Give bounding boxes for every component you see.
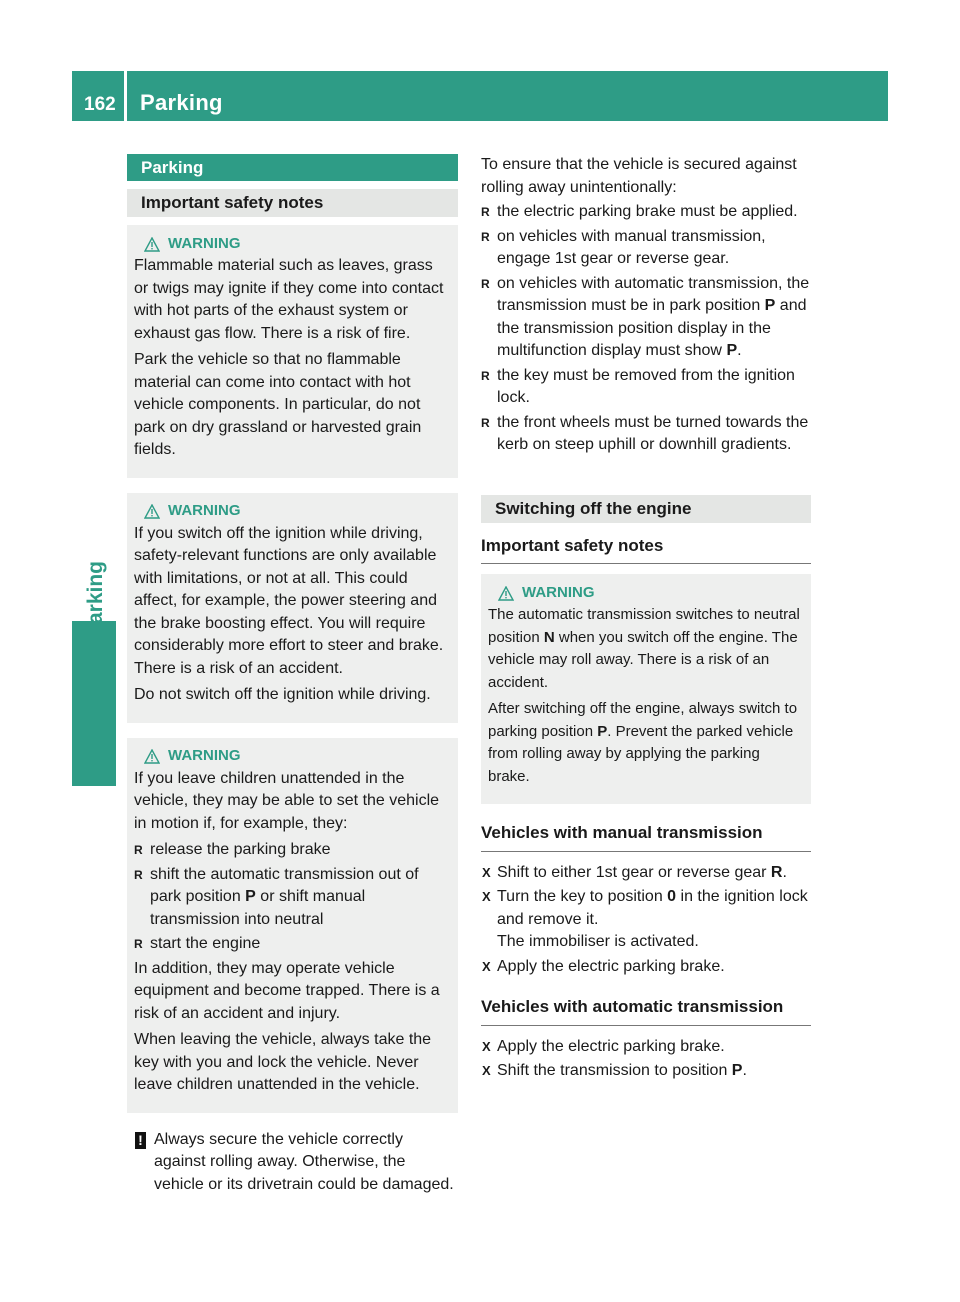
note <box>127 1129 458 1197</box>
warning-box <box>127 493 458 723</box>
list-item: R start the engine <box>134 933 450 956</box>
list-item: R shift the automatic transmission out of park position P or shift manual transmission into neutral <box>134 865 419 928</box>
left-column <box>127 154 458 1196</box>
page-header <box>72 71 888 121</box>
subsection-title: Vehicles with manual transmission <box>481 818 811 852</box>
warning-label: WARNING <box>168 747 241 765</box>
warning-text: When leaving the vehicle, always take the key with you and lock the vehicle. Never leave children unattended in the vehicle. <box>134 1031 432 1093</box>
warning-text: If you leave children unattended in the vehicle, they may be able to set the vehicle in motion if, for example, they: <box>134 769 440 832</box>
bullet-icon: R <box>481 415 490 430</box>
side-tab <box>72 121 116 1241</box>
bullet-icon: R <box>134 937 143 951</box>
step-item: X Apply the electric parking brake. <box>481 956 811 979</box>
warning-box <box>481 574 811 804</box>
step-item: X Turn the key to position 0 in the ignition lock and remove it. The immobiliser is activated. <box>482 888 808 950</box>
step-result: The immobiliser is activated. <box>497 933 699 950</box>
page-number: 162 <box>84 94 116 115</box>
warning-text: Flammable material such as leaves, grass or twigs may ignite if they come into contact with hot parts of the exhaust system or exhaust gas flow. There is a risk of fire. <box>134 257 444 342</box>
warning-header <box>488 582 803 604</box>
warning-triangle-icon <box>498 586 514 601</box>
step-arrow-icon: X <box>482 864 491 880</box>
warning-header <box>134 233 450 255</box>
list-item: R the electric parking brake must be applied. <box>481 201 811 224</box>
intro <box>481 154 811 199</box>
step-list <box>481 862 811 979</box>
page-title: Parking <box>140 90 223 115</box>
warning-text: Park the vehicle so that no flammable material can come into contact with hot vehicle components. In particular, do not park on dry grassland or harvested grain fields. <box>134 351 422 458</box>
warning-triangle-icon <box>144 504 160 519</box>
warning-text: In addition, they may operate vehicle equipment and become trapped. There is a risk of an accident and injury. <box>134 959 440 1022</box>
list-item: R release the parking brake <box>134 839 450 862</box>
section-title: Switching off the engine <box>481 495 811 523</box>
section-title: Parking <box>127 154 458 181</box>
warning-text: If you switch off the ignition while driving, safety-relevant functions are only available with limitations, or not at all. This could affect, for example, the power steering and the brake boosting effect. You will require considerably more effort to steer and brake. There is a risk of an accident. <box>134 524 444 677</box>
warning-triangle-icon <box>144 237 160 252</box>
step-arrow-icon: X <box>482 889 491 904</box>
list-item: R the key must be removed from the ignition lock. <box>481 366 795 406</box>
list-item: R on vehicles with manual transmission, engage 1st gear or reverse gear. <box>481 227 766 267</box>
warning-text: After switching off the engine, always switch to parking position P. Prevent the parked vehicle from rolling away by applying the parking brake. <box>488 700 798 785</box>
bullet-list <box>134 839 450 956</box>
header-divider <box>124 71 127 121</box>
warning-triangle-icon <box>144 749 160 764</box>
intro-text: To ensure that the vehicle is secured against rolling away unintentionally: <box>481 156 797 196</box>
warning-text: Do not switch off the ignition while driving. <box>134 686 431 703</box>
subsection-title: Important safety notes <box>127 189 458 217</box>
warning-header <box>134 746 450 768</box>
step-arrow-icon: X <box>482 958 491 974</box>
exclamation-icon: ! <box>135 1132 146 1149</box>
warning-header <box>134 501 450 523</box>
note-text: Always secure the vehicle correctly against rolling away. Otherwise, the vehicle or its drivetrain could be damaged. <box>154 1130 454 1193</box>
bullet-icon: R <box>481 229 490 244</box>
warning-box <box>127 738 458 1113</box>
warning-label: WARNING <box>522 583 595 601</box>
warning-text: The automatic transmission switches to neutral position N when you switch off the engine. The vehicle may roll away. There is a risk of an accident. <box>488 606 800 691</box>
step-list <box>481 1036 811 1083</box>
warning-box <box>127 225 458 478</box>
subsection-title: Vehicles with automatic transmission <box>481 992 811 1026</box>
right-column <box>481 154 811 1093</box>
step-arrow-icon: X <box>482 1038 491 1054</box>
side-tab-marker <box>72 621 116 786</box>
step-arrow-icon: X <box>482 1063 491 1078</box>
bullet-list <box>481 201 811 457</box>
step-item: X Apply the electric parking brake. <box>481 1036 811 1059</box>
bullet-icon: R <box>481 205 490 219</box>
bullet-icon: R <box>134 867 143 882</box>
warning-label: WARNING <box>168 234 241 252</box>
bullet-icon: R <box>481 368 490 383</box>
subsection-title: Important safety notes <box>481 531 811 565</box>
list-item: R on vehicles with automatic transmission, the transmission must be in park position P and the transmission position display in the multifunction display must show P. <box>481 274 810 359</box>
step-item: X Shift to either 1st gear or reverse gear R. <box>481 862 811 885</box>
bullet-icon: R <box>481 276 490 291</box>
warning-label: WARNING <box>168 502 241 520</box>
step-item: X Shift the transmission to position P. <box>481 1060 811 1083</box>
list-item: R the front wheels must be turned towards the kerb on steep uphill or downhill gradients. <box>481 413 809 453</box>
bullet-icon: R <box>134 843 143 857</box>
